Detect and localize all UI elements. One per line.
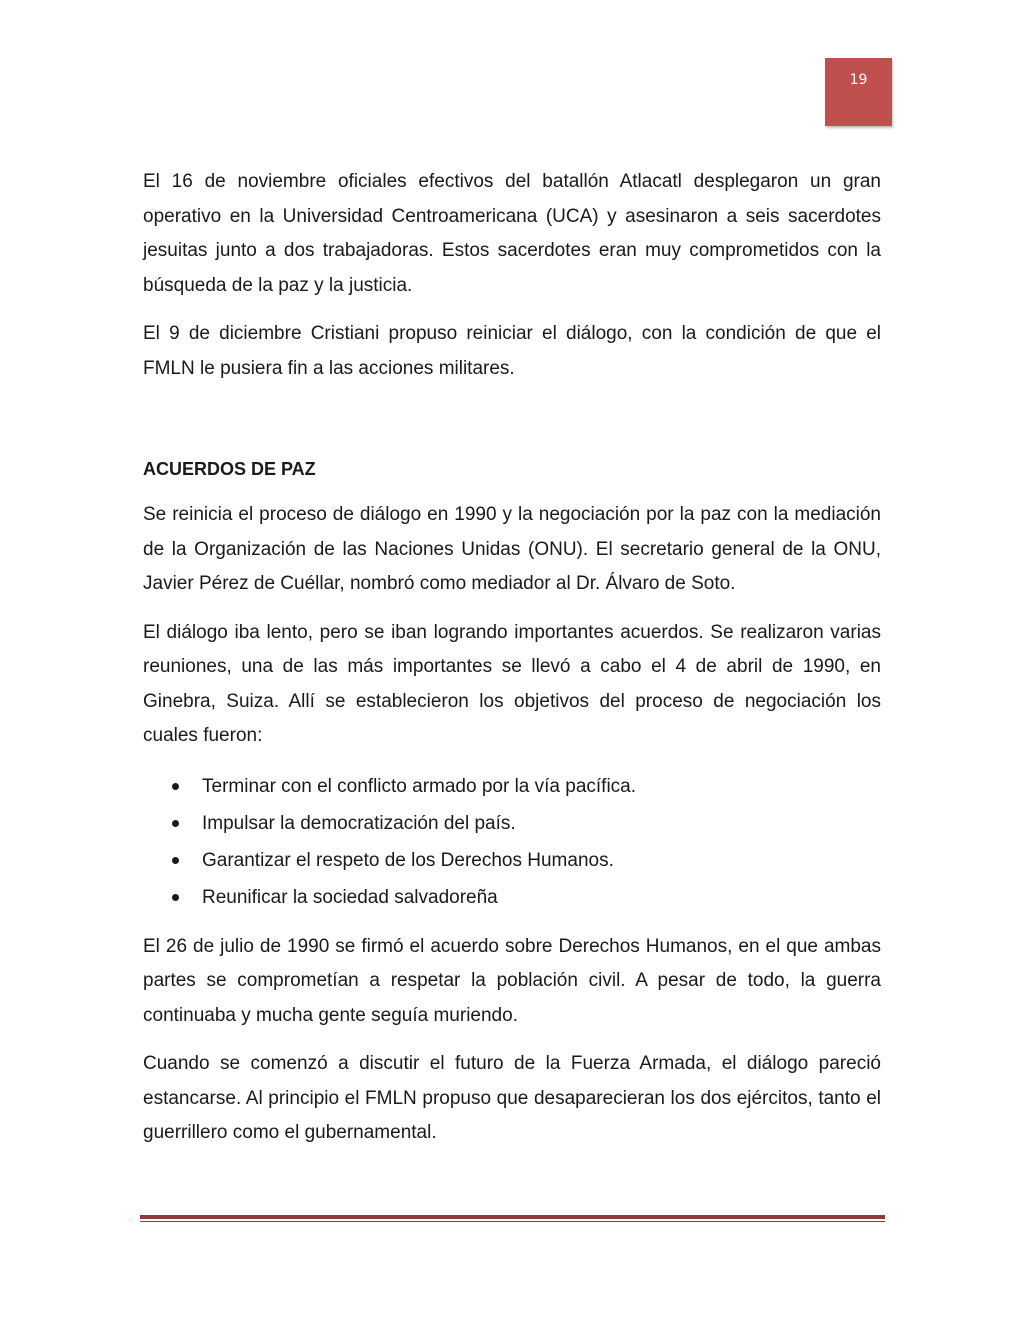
list-item <box>143 805 881 842</box>
footer-divider-thick <box>140 1215 885 1219</box>
list-item-text: Garantizar el respeto de los Derechos Humanos. <box>202 849 614 871</box>
list-item-text: Terminar con el conflicto armado por la vía pacífica. <box>202 775 637 797</box>
paragraph: El 26 de julio de 1990 se firmó el acuerdo sobre Derechos Humanos, en el que ambas partes se comprometían a respetar la población civil. A pesar de todo, la guerra continuaba y mucha gente seguía muriendo. <box>143 935 881 1026</box>
page-number: 19 <box>849 72 868 88</box>
bullet-icon <box>172 783 179 790</box>
list-item <box>143 768 881 805</box>
paragraph: El diálogo iba lento, pero se iban logrando importantes acuerdos. Se realizaron varias reuniones, una de las más importantes se llevó a cabo el 4 de abril de 1990, en Ginebra, Suiza. Allí se establecieron los objetivos del proceso de negociación los cuales fueron: <box>143 621 881 746</box>
list-item-text: Impulsar la democratización del país. <box>202 812 516 834</box>
page-number-badge <box>825 58 892 126</box>
paragraph: El 9 de diciembre Cristiani propuso reiniciar el diálogo, con la condición de que el FMLN le pusiera fin a las acciones militares. <box>143 323 881 379</box>
paragraph: El 16 de noviembre oficiales efectivos del batallón Atlacatl desplegaron un gran operativo en la Universidad Centroamericana (UCA) y asesinaron a seis sacerdotes jesuitas junto a dos trabajadoras. Estos sacerdotes eran muy comprometidos con la búsqueda de la paz y la justicia. <box>143 171 881 296</box>
paragraph: Cuando se comenzó a discutir el futuro de la Fuerza Armada, el diálogo pareció estancarse. Al principio el FMLN propuso que desaparecieran los dos ejércitos, tanto el guerrillero como el gubernamental. <box>143 1053 881 1143</box>
objectives-list <box>143 768 881 916</box>
bullet-icon <box>172 857 179 864</box>
paragraph: Se reinicia el proceso de diálogo en 1990 y la negociación por la paz con la mediación de la Organización de las Naciones Unidas (ONU). El secretario general de la ONU, Javier Pérez de Cuéllar, nombró como mediador al Dr. Álvaro de Soto. <box>143 504 881 594</box>
section-heading: ACUERDOS DE PAZ <box>143 459 316 479</box>
list-item <box>143 842 881 879</box>
footer-divider-thin <box>140 1221 885 1222</box>
page-body <box>143 165 881 1165</box>
bullet-icon <box>172 820 179 827</box>
list-item-text: Reunificar la sociedad salvadoreña <box>202 886 498 908</box>
footer-divider <box>140 1215 885 1222</box>
bullet-icon <box>172 894 179 901</box>
list-item <box>143 879 881 916</box>
